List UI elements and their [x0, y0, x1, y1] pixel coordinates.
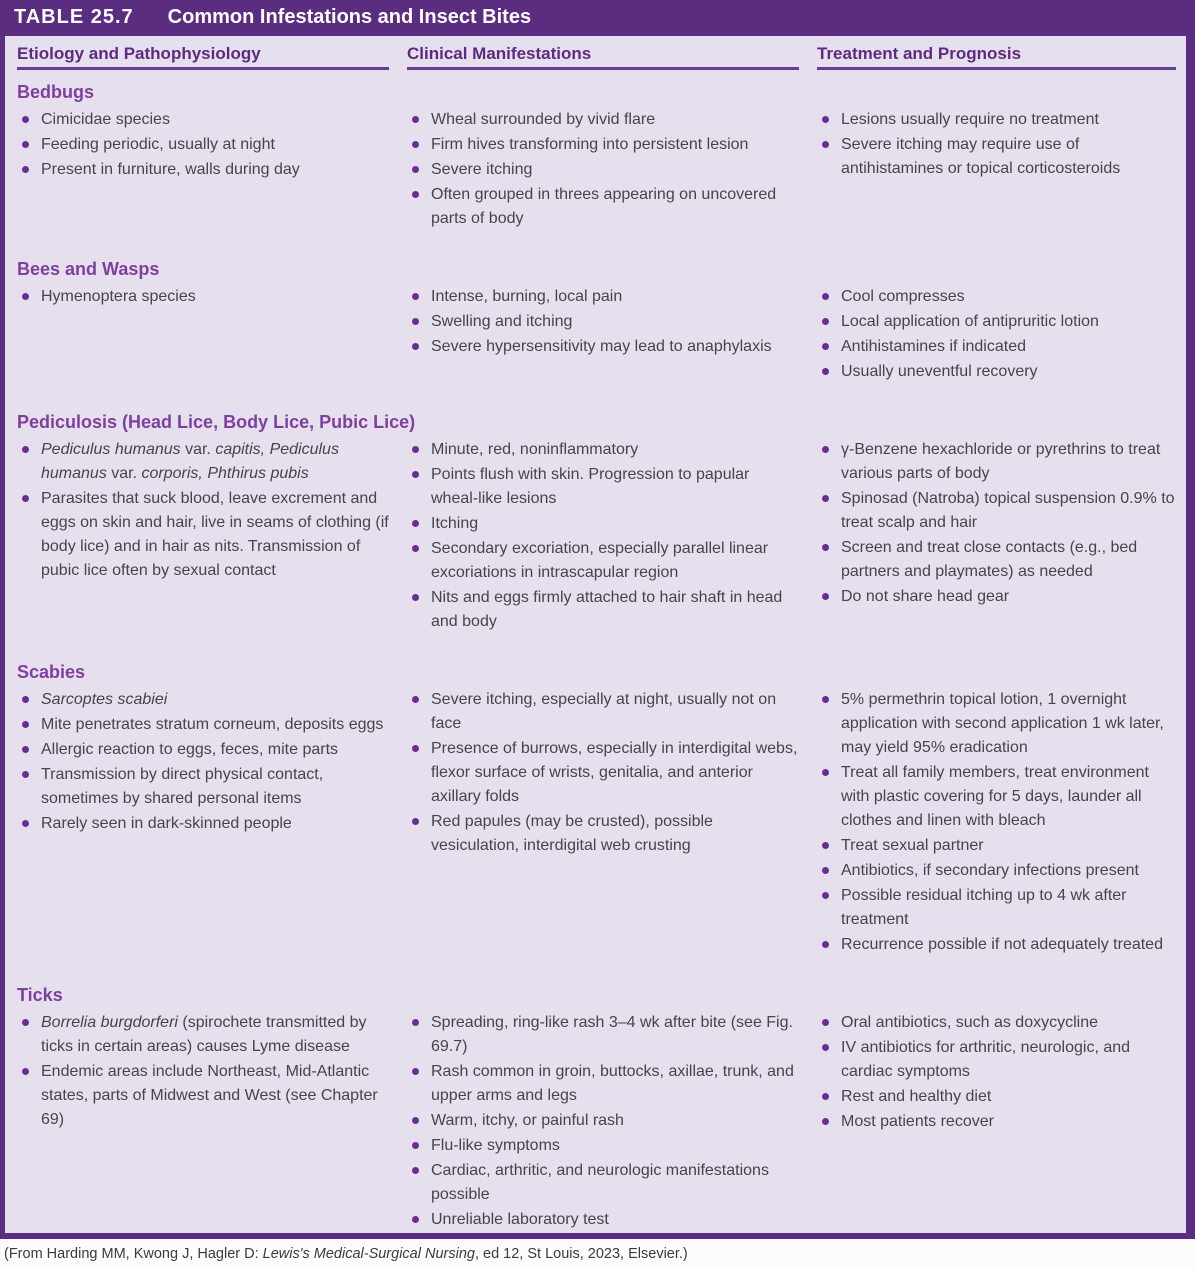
- list-item: [407, 158, 799, 182]
- citation-prefix: (From Harding MM, Kwong J, Hagler D:: [4, 1246, 263, 1262]
- bullet-icon: [22, 293, 29, 300]
- bullet-icon: [412, 446, 419, 453]
- section-heading: Pediculosis (Head Lice, Body Lice, Pubic Lice): [17, 412, 416, 432]
- list-item: [407, 335, 799, 359]
- section-cell-etiology: [17, 285, 389, 385]
- list-item-text: Possible residual itching up to 4 wk after treatment: [841, 887, 1127, 928]
- section-cell-clinical: [407, 438, 799, 635]
- list-item: [817, 761, 1176, 833]
- bullet-icon: [412, 1019, 419, 1026]
- list-item-text: Itching: [431, 515, 479, 532]
- bullet-list: [17, 285, 389, 309]
- list-item: [817, 688, 1176, 760]
- list-item-text: Lesions usually require no treatment: [841, 111, 1099, 128]
- table-number: TABLE 25.7: [14, 6, 134, 28]
- list-item: [817, 1036, 1176, 1084]
- list-item-text: Pediculus humanus var. capitis, Pediculus humanus var. corporis, Phthirus pubis: [41, 441, 339, 482]
- list-item-text: Intense, burning, local pain: [431, 288, 623, 305]
- list-item-text: Often grouped in threes appearing on uncovered parts of body: [431, 186, 777, 227]
- bullet-list: [407, 1011, 799, 1232]
- list-item: [407, 1208, 799, 1232]
- list-item-text: Treat all family members, treat environment with plastic covering for 5 days, launder all clothes and linen with bleach: [841, 764, 1149, 829]
- list-item: [817, 360, 1176, 384]
- list-item-text: Unreliable laboratory test: [431, 1211, 609, 1228]
- bullet-icon: [412, 818, 419, 825]
- bullet-icon: [822, 842, 829, 849]
- list-item-text: Severe itching: [431, 161, 533, 178]
- list-item-text: Red papules (may be crusted), possible vesiculation, interdigital web crusting: [431, 813, 713, 854]
- citation-suffix: , ed 12, St Louis, 2023, Elsevier.): [474, 1246, 688, 1262]
- bullet-list: [17, 1011, 389, 1132]
- list-item: [817, 133, 1176, 181]
- list-item-text: Usually uneventful recovery: [841, 363, 1038, 380]
- section-heading: Ticks: [17, 985, 63, 1005]
- list-item: [407, 512, 799, 536]
- list-item: [817, 285, 1176, 309]
- table-title-bar: [0, 0, 1195, 36]
- list-item: [817, 335, 1176, 359]
- bullet-icon: [822, 696, 829, 703]
- list-item-text: Sarcoptes scabiei: [41, 691, 168, 708]
- list-item: [817, 310, 1176, 334]
- bullet-list: [817, 285, 1176, 384]
- list-item-text: Most patients recover: [841, 1113, 994, 1130]
- list-item: [407, 1011, 799, 1059]
- list-item: [407, 438, 799, 462]
- list-item: [817, 536, 1176, 584]
- section-row: [5, 688, 1186, 958]
- list-item-text: Transmission by direct physical contact, sometimes by shared personal items: [41, 766, 324, 807]
- bullet-icon: [22, 166, 29, 173]
- list-item-text: Antihistamines if indicated: [841, 338, 1026, 355]
- bullet-icon: [22, 771, 29, 778]
- section-heading: Bees and Wasps: [17, 259, 160, 279]
- column-header-treatment: Treatment and Prognosis: [817, 36, 1176, 70]
- bullet-icon: [822, 892, 829, 899]
- section-row: [5, 438, 1186, 635]
- list-item: [407, 1109, 799, 1133]
- bullet-icon: [822, 293, 829, 300]
- bullet-icon: [412, 545, 419, 552]
- section-cell-treatment: [817, 688, 1176, 958]
- bullet-icon: [412, 745, 419, 752]
- bullet-icon: [822, 769, 829, 776]
- list-item-text: Severe hypersensitivity may lead to anaphylaxis: [431, 338, 772, 355]
- bullet-list: [17, 438, 389, 583]
- list-item: [407, 810, 799, 858]
- bullet-icon: [412, 191, 419, 198]
- list-item-text: Screen and treat close contacts (e.g., bed partners and playmates) as needed: [841, 539, 1138, 580]
- list-item: [407, 183, 799, 231]
- list-item-text: Rest and healthy diet: [841, 1088, 992, 1105]
- bullet-list: [817, 1011, 1176, 1134]
- bullet-list: [407, 688, 799, 858]
- list-item: [17, 108, 389, 132]
- list-item-text: Firm hives transforming into persistent lesion: [431, 136, 749, 153]
- list-item: [817, 108, 1176, 132]
- list-item: [817, 585, 1176, 609]
- bullet-icon: [22, 116, 29, 123]
- source-citation: [0, 1239, 1195, 1270]
- list-item-text: Cool compresses: [841, 288, 965, 305]
- list-item-text: Nits and eggs firmly attached to hair shaft in head and body: [431, 589, 783, 630]
- bullet-icon: [412, 318, 419, 325]
- bullet-list: [817, 688, 1176, 957]
- list-item-text: IV antibiotics for arthritic, neurologic, and cardiac symptoms: [841, 1039, 1131, 1080]
- list-item-text: Recurrence possible if not adequately treated: [841, 936, 1163, 953]
- list-item: [817, 1085, 1176, 1109]
- table-title: Common Infestations and Insect Bites: [167, 6, 532, 28]
- list-item-text: Points flush with skin. Progression to papular wheal-like lesions: [431, 466, 750, 507]
- bullet-icon: [822, 593, 829, 600]
- section-cell-clinical: [407, 285, 799, 385]
- bullet-icon: [412, 343, 419, 350]
- list-item-text: Borrelia burgdorferi (spirochete transmitted by ticks in certain areas) causes Lyme disease: [41, 1014, 367, 1055]
- citation-book-title: Lewis's Medical-Surgical Nursing: [262, 1246, 475, 1262]
- bullet-icon: [822, 1118, 829, 1125]
- list-item: [407, 463, 799, 511]
- list-item-text: Antibiotics, if secondary infections present: [841, 862, 1139, 879]
- bullet-icon: [412, 166, 419, 173]
- list-item: [817, 1110, 1176, 1134]
- section-cell-clinical: [407, 688, 799, 958]
- list-item: [17, 158, 389, 182]
- list-item: [817, 933, 1176, 957]
- bullet-icon: [412, 1216, 419, 1223]
- bullet-icon: [822, 446, 829, 453]
- bullet-icon: [412, 1142, 419, 1149]
- bullet-icon: [822, 318, 829, 325]
- table-body: [5, 82, 1186, 1233]
- section-cell-etiology: [17, 688, 389, 958]
- bullet-list: [407, 108, 799, 231]
- list-item-text: Flu-like symptoms: [431, 1137, 560, 1154]
- list-item-text: Cardiac, arthritic, and neurologic manifestations possible: [431, 1162, 769, 1203]
- section-row: [5, 285, 1186, 385]
- list-item: [817, 487, 1176, 535]
- list-item-text: Severe itching may require use of antihistamines or topical corticosteroids: [841, 136, 1121, 177]
- bullet-icon: [822, 368, 829, 375]
- list-item-text: 5% permethrin topical lotion, 1 overnight application with second application 1 wk later, may yield 95% eradication: [841, 691, 1164, 756]
- bullet-icon: [412, 471, 419, 478]
- list-item: [407, 737, 799, 809]
- bullet-list: [407, 438, 799, 634]
- list-item-text: Cimicidae species: [41, 111, 170, 128]
- list-item-text: Feeding periodic, usually at night: [41, 136, 275, 153]
- list-item: [17, 487, 389, 583]
- bullet-icon: [22, 446, 29, 453]
- list-item-text: γ-Benzene hexachloride or pyrethrins to treat various parts of body: [841, 441, 1161, 482]
- bullet-icon: [22, 820, 29, 827]
- bullet-icon: [22, 1019, 29, 1026]
- bullet-icon: [822, 1093, 829, 1100]
- list-item: [17, 738, 389, 762]
- list-item-text: Oral antibiotics, such as doxycycline: [841, 1014, 1098, 1031]
- list-item: [17, 688, 389, 712]
- bullet-icon: [412, 116, 419, 123]
- list-item: [407, 310, 799, 334]
- list-item-text: Spinosad (Natroba) topical suspension 0.9% to treat scalp and hair: [841, 490, 1175, 531]
- list-item-text: Do not share head gear: [841, 588, 1010, 605]
- section-cell-treatment: [817, 108, 1176, 232]
- bullet-icon: [412, 1117, 419, 1124]
- list-item: [407, 1134, 799, 1158]
- list-item: [17, 285, 389, 309]
- list-item-text: Hymenoptera species: [41, 288, 196, 305]
- section-heading: Bedbugs: [17, 82, 95, 102]
- bullet-icon: [412, 1068, 419, 1075]
- list-item-text: Severe itching, especially at night, usually not on face: [431, 691, 777, 732]
- list-item: [407, 688, 799, 736]
- list-item-text: Mite penetrates stratum corneum, deposits eggs: [41, 716, 384, 733]
- list-item: [17, 812, 389, 836]
- list-item: [17, 763, 389, 811]
- section-row: [5, 108, 1186, 232]
- list-item-text: Wheal surrounded by vivid flare: [431, 111, 656, 128]
- list-item: [407, 285, 799, 309]
- list-item-text: Spreading, ring-like rash 3–4 wk after bite (see Fig. 69.7): [431, 1014, 793, 1055]
- list-item-text: Minute, red, noninflammatory: [431, 441, 639, 458]
- list-item: [407, 537, 799, 585]
- bullet-icon: [822, 867, 829, 874]
- bullet-icon: [22, 495, 29, 502]
- bullet-icon: [822, 116, 829, 123]
- list-item: [407, 586, 799, 634]
- section-cell-etiology: [17, 438, 389, 635]
- list-item-text: Presence of burrows, especially in interdigital webs, flexor surface of wrists, genitalia, and anterior axillary folds: [431, 740, 798, 805]
- bullet-icon: [22, 141, 29, 148]
- list-item: [407, 108, 799, 132]
- list-item-text: Endemic areas include Northeast, Mid-Atlantic states, parts of Midwest and West (see Chapter 69): [41, 1063, 378, 1128]
- list-item: [17, 133, 389, 157]
- bullet-icon: [22, 696, 29, 703]
- list-item: [817, 834, 1176, 858]
- section-cell-clinical: [407, 108, 799, 232]
- list-item: [407, 133, 799, 157]
- list-item: [817, 1011, 1176, 1035]
- list-item: [17, 1060, 389, 1132]
- bullet-icon: [412, 594, 419, 601]
- bullet-icon: [822, 141, 829, 148]
- column-header-row: [5, 36, 1186, 70]
- list-item: [17, 713, 389, 737]
- list-item-text: Warm, itchy, or painful rash: [431, 1112, 624, 1129]
- list-item: [407, 1060, 799, 1108]
- list-item-text: Treat sexual partner: [841, 837, 984, 854]
- list-item: [817, 859, 1176, 883]
- bullet-list: [17, 688, 389, 836]
- list-item-text: Swelling and itching: [431, 313, 573, 330]
- bullet-icon: [822, 343, 829, 350]
- list-item-text: Present in furniture, walls during day: [41, 161, 300, 178]
- list-item: [817, 438, 1176, 486]
- list-item: [817, 884, 1176, 932]
- list-item: [17, 438, 389, 486]
- list-item-text: Rash common in groin, buttocks, axillae, trunk, and upper arms and legs: [431, 1063, 794, 1104]
- bullet-icon: [412, 293, 419, 300]
- bullet-icon: [412, 520, 419, 527]
- section-cell-treatment: [817, 438, 1176, 635]
- bullet-list: [17, 108, 389, 182]
- bullet-icon: [412, 141, 419, 148]
- bullet-icon: [822, 1044, 829, 1051]
- list-item-text: Local application of antipruritic lotion: [841, 313, 1099, 330]
- column-header-clinical: Clinical Manifestations: [407, 36, 799, 70]
- list-item-text: Allergic reaction to eggs, feces, mite parts: [41, 741, 339, 758]
- bullet-icon: [822, 544, 829, 551]
- bullet-icon: [822, 941, 829, 948]
- bullet-icon: [22, 746, 29, 753]
- bullet-list: [407, 285, 799, 359]
- bullet-icon: [22, 1068, 29, 1075]
- bullet-list: [817, 108, 1176, 181]
- section-cell-etiology: [17, 108, 389, 232]
- column-header-etiology: Etiology and Pathophysiology: [17, 36, 389, 70]
- bullet-icon: [412, 696, 419, 703]
- bullet-icon: [822, 495, 829, 502]
- section-cell-treatment: [817, 285, 1176, 385]
- list-item-text: Parasites that suck blood, leave excrement and eggs on skin and hair, live in seams of clothing (if body lice) and in hair as nits. Transmission of pubic lice often by sexual contact: [41, 490, 389, 579]
- bullet-icon: [412, 1167, 419, 1174]
- list-item-text: Rarely seen in dark-skinned people: [41, 815, 292, 832]
- section-heading: Scabies: [17, 662, 86, 682]
- bullet-icon: [22, 721, 29, 728]
- list-item: [17, 1011, 389, 1059]
- list-item-text: Secondary excoriation, especially parallel linear excoriations in intrascapular region: [431, 540, 769, 581]
- bullet-list: [817, 438, 1176, 609]
- bullet-icon: [822, 1019, 829, 1026]
